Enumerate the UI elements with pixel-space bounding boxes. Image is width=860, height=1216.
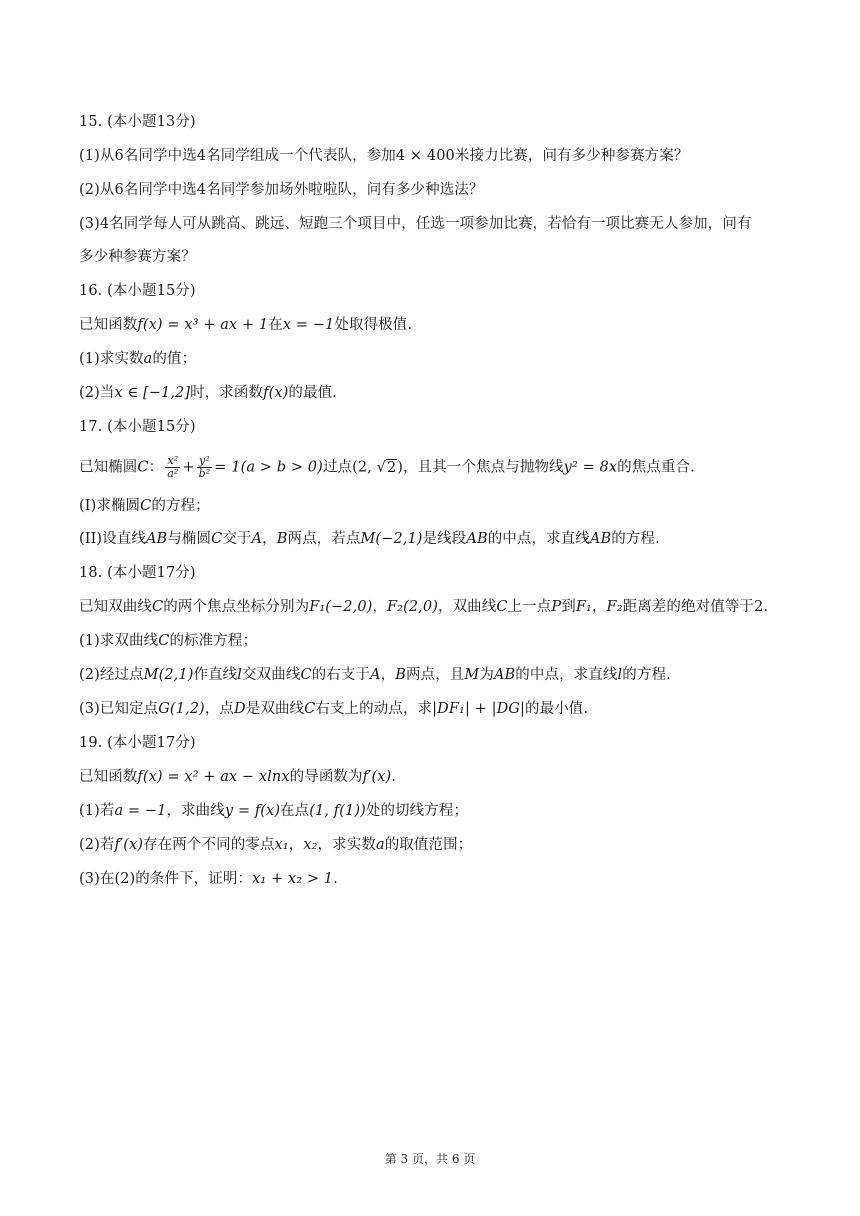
q15-header: 15. (本小题13分) xyxy=(79,114,196,130)
q18-header: 18. (本小题17分) xyxy=(79,565,196,581)
fraction-y2-b2: $\frac{\text{y²}}{\text{b²}}$ xyxy=(198,454,211,480)
q15-part1: (1)从6名同学中选4名同学组成一个代表队，参加4 × 400米接力比赛，问有多少种参赛方案？ xyxy=(79,148,689,164)
fraction-x2-a2: $\frac{\text{x²}}{\text{a²}}$ xyxy=(167,454,179,480)
q16-stem: 已知函数f(x) = x³ + ax + 1在x = −1处取得极值. xyxy=(79,317,413,333)
q16-part2: (2)当x ∈ [−1,2]时，求函数f(x)的最值. xyxy=(79,385,337,401)
q15-part2: (2)从6名同学中选4名同学参加场外啦啦队，问有多少种选法？ xyxy=(79,182,484,198)
q18-part1: (1)求双曲线C的标准方程； xyxy=(79,633,258,649)
q19-header: 19. (本小题17分) xyxy=(79,735,196,751)
q15-part3-line1: (3)4名同学每人可从跳高、跳远、短跑三个项目中，任选一项参加比赛，若恰有一项比赛无人参加，问有 xyxy=(79,216,752,232)
page-footer: 第 3 页，共 6 页 xyxy=(384,1152,476,1166)
q15-part3-line2: 多少种参赛方案？ xyxy=(79,249,196,265)
q16-header: 16. (本小题15分) xyxy=(79,283,196,299)
q16-part1: (1)求实数a的值； xyxy=(79,351,197,367)
q18-part3: (3)已知定点G(1,2)，点D是双曲线C右支上的动点，求|DF₁| + |DG|的最小值. xyxy=(79,701,589,717)
q19-stem: 已知函数f(x) = x² + ax − xlnx的导函数为f′(x). xyxy=(79,769,396,785)
q19-part2: (2)若f′(x)存在两个不同的零点x₁，x₂，求实数a的取值范围； xyxy=(79,837,473,853)
q17-header: 17. (本小题15分) xyxy=(79,419,196,435)
q17-part2: (II)设直线AB与椭圆C交于A，B两点，若点M(−2,1)是线段AB的中点，求直线AB的方程. xyxy=(79,531,660,547)
q18-stem: 已知双曲线C的两个焦点坐标分别为F₁(−2,0)，F₂(2,0)，双曲线C上一点P到F₁，F₂距离差的绝对值等于2. xyxy=(79,599,769,615)
q19-part1: (1)若a = −1，求曲线y = f(x)在点(1, f(1))处的切线方程； xyxy=(79,803,469,819)
q19-part3: (3)在(2)的条件下，证明：x₁ + x₂ > 1. xyxy=(79,871,338,887)
q17-stem: 已知椭圆C： $\frac{\text{x²}}{\text{a²}}$ + $\frac{\text{y²}}{\text{b²}}$ = 1(a > b > 0)过点(2, √2)，且其一个焦点与抛物线y² = 8x的焦点重合. xyxy=(79,454,695,480)
q17-part1: (I)求椭圆C的方程； xyxy=(79,498,210,514)
sqrt-symbol: √2 xyxy=(376,459,397,476)
q18-part2: (2)经过点M(2,1)作直线l交双曲线C的右支于A，B两点，且M为AB的中点，求直线l的方程. xyxy=(79,667,671,683)
